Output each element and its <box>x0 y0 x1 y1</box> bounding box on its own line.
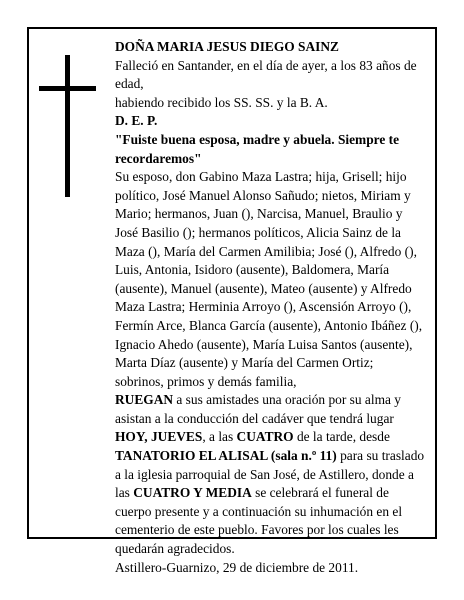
request-text-1: a sus amistades una oración por su alma y asistan a la conducción del cadáver que tendrá lugar <box>115 392 401 426</box>
request-text-2: , a las <box>202 429 237 445</box>
death-line: Falleció en Santander, en el día de ayer, a los 83 años de edad, <box>115 57 417 92</box>
rip-line: D. E. P. <box>115 113 158 129</box>
request-text-3: de la tarde, desde <box>293 429 390 445</box>
request-venue: TANATORIO EL ALISAL (sala n.º 11) <box>115 448 337 464</box>
request-text-5: se celebrará el funeral de cuerpo presente y a continuación su inhumación en el cementerio de este pueblo. Favores por los cuales les quedarán agradecidos. <box>115 485 403 557</box>
family-paragraph: Su esposo, don Gabino Maza Lastra; hija, Grisell; hijo político, José Manuel Alonso Sañudo; nietos, Miriam y Mario; hermanos, Juan (), Narcisa, Manuel, Braulio y José Basilio (); hermanos políticos, Alicia Sainz de la Maza (), María del Carmen Amilibia; José (), Alfredo (), Luis, Antonia, Isidoro (ausente), Baldomera, María (ausente), Manuel (ausente), Mateo (ausente) y Alfredo Maza Lastra; Herminia Arroyo (), Ascensión Arroyo (), Fermín Arce, Blanca García (ausente), Antonio Ibáñez (), Ignacio Ahedo (ausente), María Luisa Santos (ausente), Marta Díaz (ausente) y María del Carmen Ortiz; sobrinos, primos y demás familia, <box>115 169 423 389</box>
request-ruegan: RUEGAN <box>115 392 174 408</box>
deceased-name: DOÑA MARIA JESUS DIEGO SAINZ <box>115 39 339 54</box>
request-text-4: para su traslado a la iglesia parroquial de San José, de Astillero, donde a las <box>115 448 425 501</box>
quote: "Fuiste buena esposa, madre y abuela. Siempre te recordaremos" <box>115 131 400 166</box>
request-funeral-hour: CUATRO Y MEDIA <box>133 485 252 501</box>
request-paragraph <box>115 391 425 558</box>
cross-horizontal-bar <box>39 86 96 91</box>
cross-vertical-bar <box>65 55 70 197</box>
obituary-text <box>115 38 425 577</box>
request-hour: CUATRO <box>236 429 294 445</box>
place-date: Astillero-Guarnizo, 29 de diciembre de 2011. <box>115 559 359 575</box>
request-day: HOY, JUEVES <box>115 429 203 445</box>
sacraments-line: habiendo recibido los SS. SS. y la B. A. <box>115 94 328 110</box>
